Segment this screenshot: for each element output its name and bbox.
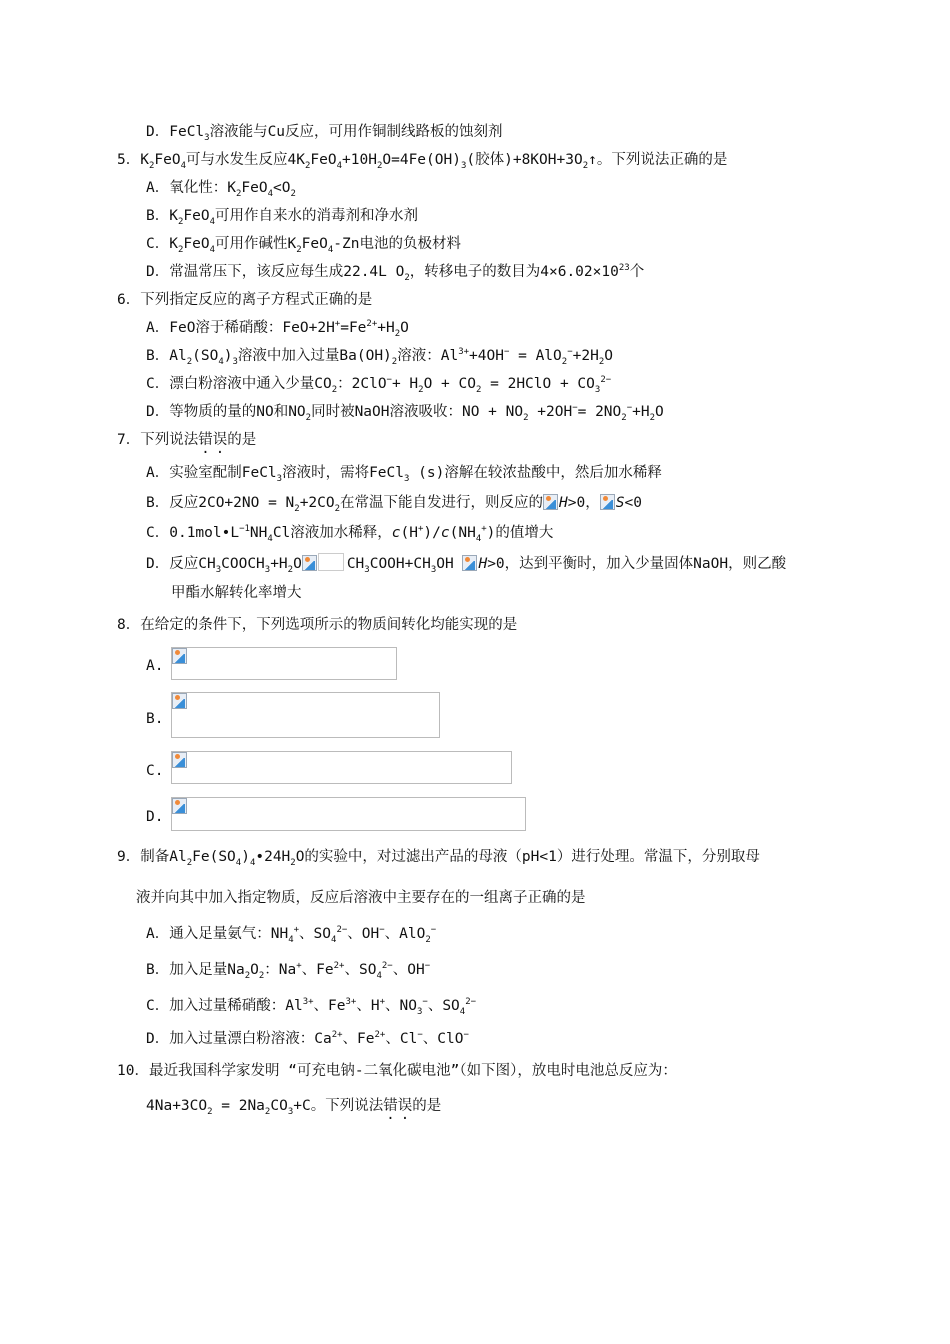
broken-image-icon [462, 555, 477, 571]
q9-stem: 9．制备$Al_2Fe(SO_4)_4•24H_2O$的实验中，对过滤出产品的母液（pH<1）进行处理。常温下，分别取母 [117, 849, 760, 868]
broken-image-icon [302, 555, 317, 571]
q5-option-c: C．$K_2FeO_4$可用作碱性$K_2FeO_4-Zn$电池的负极材料 [146, 236, 461, 255]
q8-option-a-image [171, 647, 397, 680]
q7-option-d: D．反应$CH_3COOCH_3+H_2O$ $CH_3COOH+CH_3OH$ H>0，达到平衡时，加入少量固体NaOH，则乙酸 [146, 553, 786, 574]
q10-stem-cont: $4Na+3CO_2 = 2Na_2CO_3+C$。下列说法错误的是 [146, 1098, 442, 1117]
q6-option-d: D．等物质的量的NO和$NO_2$同时被NaOH溶液吸收：NO + $NO_2 +2OH^-= 2NO_2^-+H_2O$ [146, 403, 664, 423]
q9-option-c: C．加入过量稀硝酸：$Al^{3+}$、$Fe^{3+}$、H+、$NO_3^-$、$SO_4^{2-}$ [146, 997, 477, 1017]
q8-option-b-label: B. [146, 711, 164, 727]
broken-image-icon [543, 494, 558, 510]
q5-option-d: D．常温常压下，该反应每生成22.4L $O_2$，转移电子的数目为$4\times 6.02\times 10^{23}$个 [146, 263, 645, 283]
q6-option-a: A．FeO溶于稀硝酸：$FeO+2H^+=Fe^{2+}+H_2O$ [146, 319, 409, 339]
q9-option-d: D．加入过量漂白粉溶液：$Ca^{2+}$、$Fe^{2+}$、Cl−、ClO− [146, 1030, 469, 1047]
q5-stem: 5．$K_2FeO_4$可与水发生反应$4K_2FeO_4+10H_2O=4Fe(OH)_3$(胶体)$+8KOH+3O_2↑$。下列说法正确的是 [117, 152, 728, 171]
q8-option-c-label: C. [146, 763, 164, 779]
q6-stem: 6．下列指定反应的离子方程式正确的是 [117, 292, 373, 308]
q8-option-a-label: A. [146, 658, 164, 674]
q6-option-b: B．$Al_2(SO_4)_3$溶液中加入过量$Ba(OH)_2$溶液：$Al^{3+}+4OH^- = AlO_2^-+2H_2O$ [146, 347, 613, 367]
broken-image-icon [172, 798, 187, 814]
q4-option-d: D．FeCl$_3$溶液能与Cu反应，可用作铜制线路板的蚀刻剂 [146, 124, 503, 143]
q7-option-a: A．实验室配制FeCl$_3$溶液时，需将FeCl$_3$ (s)溶解在较浓盐酸中，然后加水稀释 [146, 465, 662, 484]
q9-option-b: B．加入足量$Na_2O_2$：Na+、$Fe^{2+}$、$SO_4^{2-}$、OH− [146, 961, 431, 981]
q9-stem-cont: 液并向其中加入指定物质，反应后溶液中主要存在的一组离子正确的是 [136, 890, 586, 906]
broken-image-icon [172, 693, 187, 709]
q5-option-b: B．$K_2FeO_4$可用作自来水的消毒剂和净水剂 [146, 208, 419, 227]
q5-option-a: A．氧化性：$K_2FeO_4<O_2$ [146, 180, 296, 199]
broken-image-icon [172, 752, 187, 768]
equilibrium-arrow-placeholder [318, 553, 344, 571]
q7-option-b: B．反应$2CO+2NO = N_2+2CO_2$在常温下能自发进行，则反应的 H>0， S<0 [146, 495, 642, 514]
q8-option-c-image [171, 751, 512, 784]
q6-option-c: C．漂白粉溶液中通入少量$CO_2$：$2ClO^-+ H_2O + CO_2$ = 2HClO + $CO_3^{2-}$ [146, 375, 612, 395]
q9-option-a: A．通入足量氨气：$NH_4^+$、$SO_4^{2-}$、OH−、AlO$_2$− [146, 925, 437, 945]
q8-option-b-image [171, 692, 440, 738]
q7-option-d-cont: 甲酯水解转化率增大 [171, 585, 302, 601]
broken-image-icon [600, 494, 615, 510]
q7-stem: 7．下列说法错误的是 [117, 432, 257, 448]
broken-image-icon [172, 648, 187, 664]
q8-option-d-label: D. [146, 809, 164, 825]
q10-stem: 10．最近我国科学家发明 “可充电钠-二氧化碳电池”（如下图），放电时电池总反应为： [117, 1063, 677, 1079]
q8-stem: 8．在给定的条件下，下列选项所示的物质间转化均能实现的是 [117, 617, 518, 633]
q8-option-d-image [171, 797, 526, 831]
q7-option-c: C．$0.1mol•L^{-1}NH_4Cl$溶液加水稀释，$c(H^+)/c(NH_4^+)$的值增大 [146, 524, 554, 544]
